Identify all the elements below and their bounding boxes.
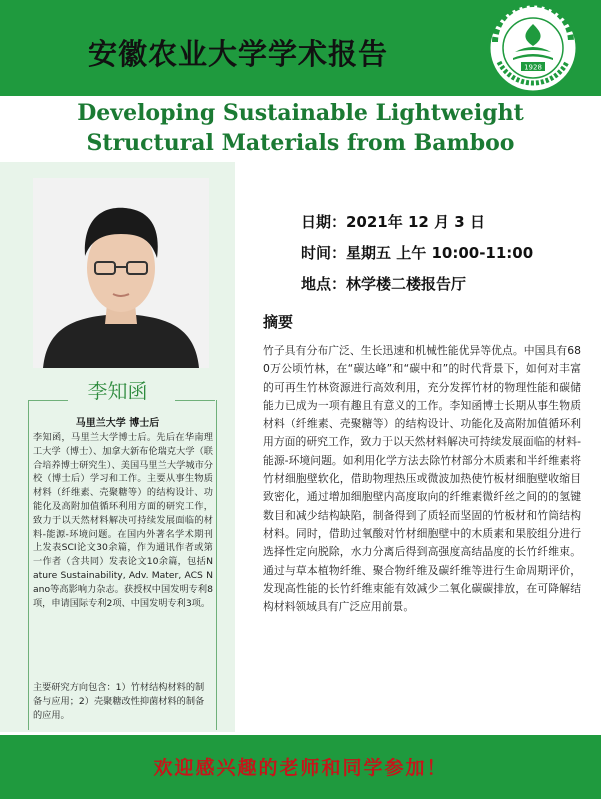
speaker-name: 李知函 [87,379,148,403]
event-date: 日期：2021年 12 月 3 日 [301,213,485,231]
event-location: 地点：林学楼二楼报告厅 [301,275,467,293]
talk-title-line2: Structural Materials from Bamboo [86,130,515,156]
university-seal-icon [485,2,581,94]
talk-title [0,98,601,158]
page-title: 安徽农业大学学术报告 [88,37,389,71]
talk-title-line1: Developing Sustainable Lightweight [77,100,524,126]
speaker-bio: 李知函，马里兰大学博士后。先后在华南理工大学（博士）、加拿大新布伦瑞克大学（联合培养博士研究生）、美国马里兰大学城市分校（博士后）学习和工作。主要从事生物质材料（纤维素、壳聚糖等）的结构设计、功能化及高附加值循环利用方面的研究工作，致力于以天然材料解决可持续发展面临的材料-能源-环境问题。在国内外著名学术期刊上发表SCI论文30余篇，作为通讯作者或第一作者（含共同）发表论文10余篇，包括Nature Sustainability, Adv. Mater, ACS Nano等高影响力杂志。获授权中国发明专利8项，申请国际专利2项、中国发明专利3项。 [33,432,213,609]
abstract-text: 竹子具有分布广泛、生长迅速和机械性能优异等优点。中国具有680万公顷竹林，在“碳达峰”和“碳中和”的时代背景下，如何对丰富的可再生竹林资源进行高效利用，充分发挥竹材的物理性能和碳储能力已成为一项有趣且有意义的工作。李知函博士长期从事生物质材料（纤维素、壳聚糖等）的结构设计、功能化及高附加值循环利用方面的研究工作，致力于以天然材料解决可持续发展面临的材料-能源-环境问题。如利用化学方法去除竹材部分木质素和半纤维素将竹材细胞壁软化，借助物理热压或微波加热使竹板材细胞壁收缩目致密化，通过增加细胞壁内高度取向的纤维素微纤丝之间的的氢键数目和减少结构缺陷，制备得到了质轻而坚固的竹板材和竹筒结构材料。同时，借助过氧酸对竹材细胞壁中的木质素和果胶组分进行选择性定向脱除，水力分离后得到高强度高结晶度的长竹纤维束。通过与草本植物纤维、聚合物纤维及碳纤维等进行生命周期评价，发现高性能的长竹纤维束能有效减少二氧化碳碳排放，在可降解结构材料领域具有广泛应用前景。 [263,344,581,614]
speaker-photo [33,178,209,368]
event-time: 时间：星期五 上午 10:00-11:00 [301,244,534,262]
speaker-affiliation: 马里兰大学 博士后 [75,418,160,429]
bio-box-divider [28,400,215,401]
footer-invitation: 欢迎感兴趣的老师和同学参加！ [153,757,448,779]
speaker-research-interests: 主要研究方向包含：1）竹材结构材料的制备与应用；2）壳聚糖改性抑菌材料的制备的应用。 [33,682,205,721]
abstract-heading: 摘要 [263,313,294,331]
logo-year: 1928 [524,63,542,72]
